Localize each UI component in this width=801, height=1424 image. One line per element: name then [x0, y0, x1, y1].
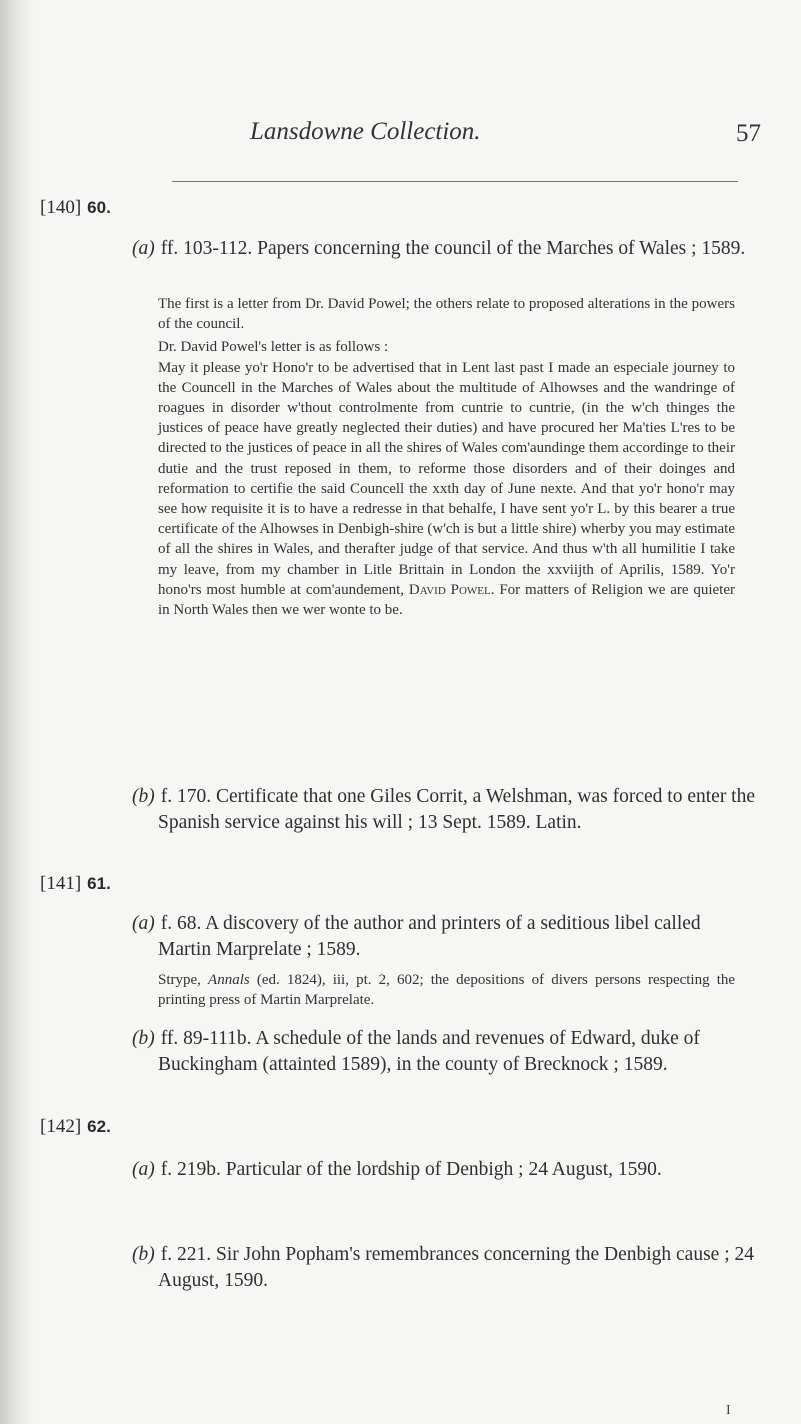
item-62b: [132, 1242, 758, 1294]
item-62a: [132, 1157, 758, 1183]
binding-gutter: [0, 0, 34, 1424]
note-61a: [158, 970, 735, 1010]
letter-text: May it please yo'r Hono'r to be advertised that in Lent last past I made an especiale journey to the Councell in the Marches of Wales about the multitude of Alhowses and the wandringe of roagues in disorder w'thout controlmente from cuntrie to cuntrie, (in the w'ch thinges the justices of peace have greatly neglected their duties) and have procured her Ma'ties L'res to be directed to the justices of peace in all the shires of Wales com'aundinge them accordinge to their dutie and the trust reposed in them, to reforme those disorders and of their doinges and reformation to certifie the said Councell the xxth day of June nexte. And that yo'r hono'r may see how requisite it is to have a redresse in that behalfe, I have sent yo'r L. by this bearer a true certificate of the Alhowses in Denbigh-shire (w'ch is but a little shire) wherby you may estimate of all the shires in Wales, and therafter judge of that service. And thus w'th all humilitie I take my leave, from my chamber in Litle Brittain in London the xxviijth of Aprilis, 1589. Yo'r hono'rs most humble at com'aundement,: [158, 359, 735, 598]
page-number: 57: [736, 120, 761, 147]
note-paragraph: The first is a letter from Dr. David Powel; the others relate to proposed alterations in the powers of the council.: [158, 296, 735, 333]
item-60a: [132, 236, 758, 262]
header-rule: [172, 181, 738, 182]
letter-postscript: For matters of Religion we are quieter in North Wales then we wer wonte to be.: [158, 581, 736, 619]
bracket-number: [141]: [40, 873, 82, 894]
entry-label: 60.: [87, 198, 111, 217]
note-text: Strype,: [158, 972, 201, 988]
item-text: f. 219b. Particular of the lordship of Denbigh ; 24 August, 1590.: [160, 1159, 662, 1180]
item-letter: (b): [132, 1028, 155, 1049]
note-60a: [158, 294, 735, 620]
item-letter: (a): [132, 238, 155, 259]
item-text: ff. 89-111b. A schedule of the lands and revenues of Edward, duke of Buckingham (attainted 1589), in the county of Brecknock ; 1589.: [158, 1028, 700, 1075]
item-61a: [132, 911, 758, 963]
note-title: Annals: [208, 972, 250, 988]
signature-mark: I: [726, 1403, 731, 1418]
entry-number-140: [40, 197, 111, 219]
note-text: (ed. 1824), iii, pt. 2, 602; the depositions of divers persons respecting the printing press of Martin Marprelate.: [158, 972, 736, 1009]
entry-label: 62.: [87, 1117, 111, 1136]
item-letter: (a): [132, 913, 155, 934]
item-letter: (b): [132, 1244, 155, 1265]
item-60b: [132, 784, 758, 836]
bracket-number: [140]: [40, 197, 82, 218]
letter-body: [158, 358, 735, 621]
item-letter: (a): [132, 1159, 155, 1180]
item-61b: [132, 1026, 758, 1078]
item-letter: (b): [132, 786, 155, 807]
item-text: ff. 103-112. Papers concerning the council of the Marches of Wales ; 1589.: [160, 238, 746, 259]
item-text: f. 221. Sir John Popham's remembrances concerning the Denbigh cause ; 24 August, 1590.: [158, 1244, 754, 1291]
running-title: Lansdowne Collection.: [250, 118, 481, 145]
note-paragraph: Dr. David Powel's letter is as follows :: [158, 339, 389, 356]
item-text: f. 170. Certificate that one Giles Corrit, a Welshman, was forced to enter the Spanish service against his will ; 13 Sept. 1589. Latin.: [158, 786, 756, 833]
bracket-number: [142]: [40, 1116, 82, 1137]
note-paragraph: [158, 970, 735, 1010]
letter-signature: David Powel.: [408, 581, 495, 598]
entry-number-141: [40, 873, 111, 895]
item-text: f. 68. A discovery of the author and printers of a seditious libel called Martin Marprelate ; 1589.: [158, 913, 701, 960]
entry-number-142: [40, 1116, 111, 1138]
entry-label: 61.: [87, 874, 111, 893]
